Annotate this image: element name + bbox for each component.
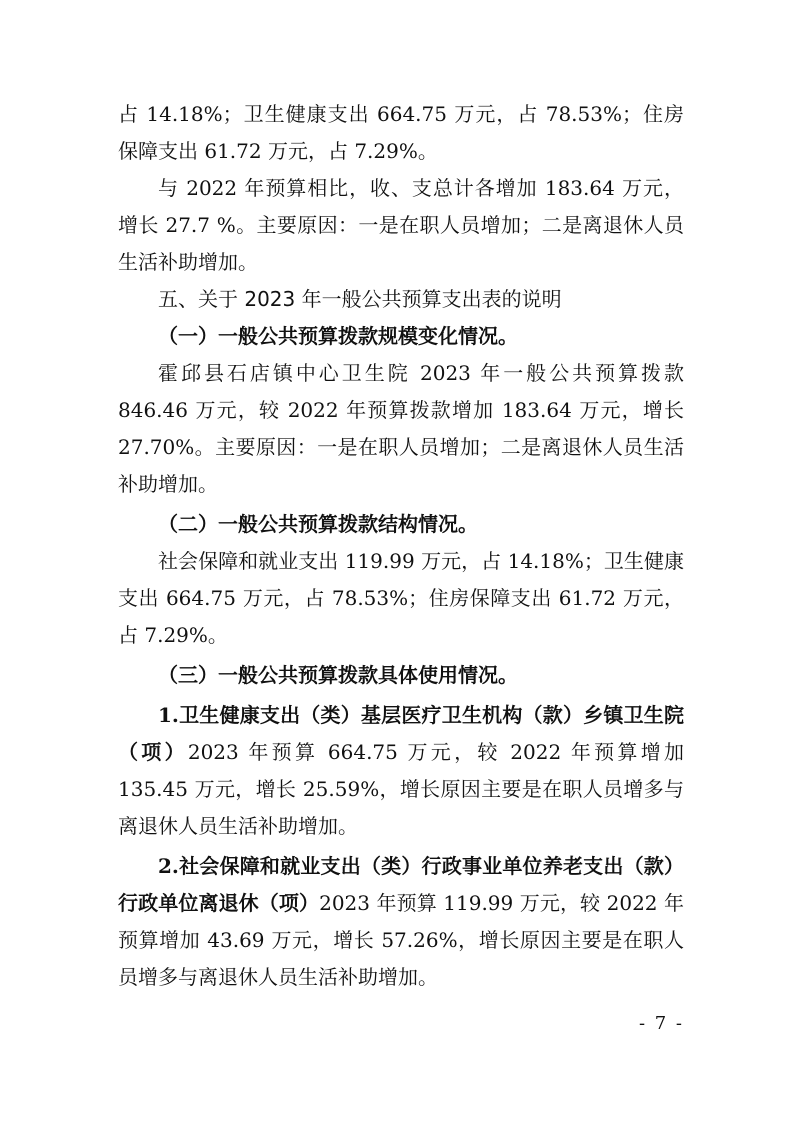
subheading-structure: （二）一般公共预算拨款结构情况。 — [158, 512, 478, 536]
paragraph-item-1 — [118, 697, 684, 845]
subheading-usage: （三）一般公共预算拨款具体使用情况。 — [158, 663, 518, 687]
item-2-text: 2023 年预算 119.99 万元，较 2022 年预算增加 43.69 万元，增长 57.26%，增长原因主要是在职人员增多与离退休人员生活补助增加。 — [118, 891, 684, 989]
item-1-title: 1.卫生健康支出（类）基层医疗卫生机构（款）乡镇卫生院（项） — [118, 703, 684, 764]
document-body — [118, 96, 684, 996]
item-1-text: 2023 年预算 664.75 万元，较 2022 年预算增加 135.45 万元，增长 25.59%，增长原因主要是在职人员增多与离退休人员生活补助增加。 — [118, 740, 684, 838]
paragraph-item-2 — [118, 848, 684, 996]
page-number: - 7 - — [638, 1013, 684, 1034]
paragraph-budget-comparison: 与 2022 年预算相比，收、支总计各增加 183.64 万元，增长 27.7 %。主要原因：一是在职人员增加；二是离退休人员生活补助增加。 — [118, 176, 684, 274]
paragraph-scale-change: 霍邱县石店镇中心卫生院 2023 年一般公共预算拨款 846.46 万元，较 2022 年预算拨款增加 183.64 万元，增长 27.70%。主要原因：一是在职人员增加；二是离退休人员生活补助增加。 — [118, 361, 684, 496]
paragraph-structure: 社会保障和就业支出 119.99 万元，占 14.18%；卫生健康支出 664.75 万元，占 78.53%；住房保障支出 61.72 万元，占 7.29%。 — [118, 549, 684, 647]
paragraph-budget-share-continued: 占 14.18%；卫生健康支出 664.75 万元，占 78.53%；住房保障支出 61.72 万元，占 7.29%。 — [118, 102, 684, 163]
item-2-title: 2.社会保障和就业支出（类）行政事业单位养老支出（款）行政单位离退休（项） — [118, 854, 684, 915]
section-heading-5: 五、关于 2023 年一般公共预算支出表的说明 — [158, 287, 562, 311]
subheading-scale-change: （一）一般公共预算拨款规模变化情况。 — [158, 324, 518, 348]
